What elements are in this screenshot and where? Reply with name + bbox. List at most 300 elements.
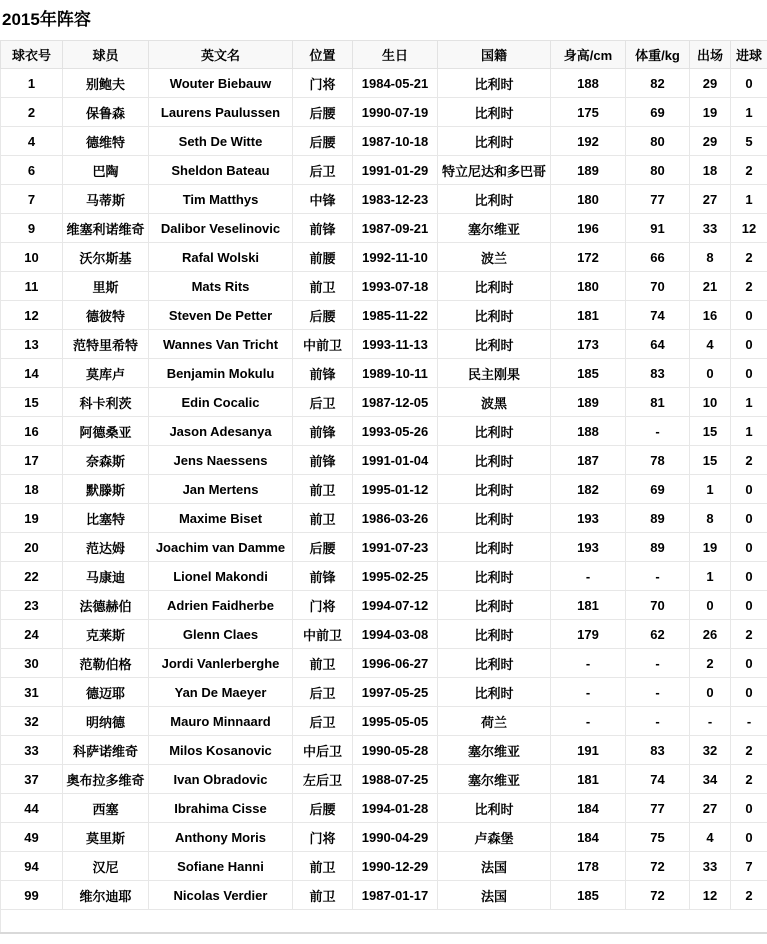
table-row bbox=[1, 794, 767, 823]
cell: Mats Rits bbox=[149, 272, 293, 301]
cell: Glenn Claes bbox=[149, 620, 293, 649]
cell: 1 bbox=[1, 69, 63, 98]
cell: 6 bbox=[1, 156, 63, 185]
table-row bbox=[1, 504, 767, 533]
cell: 1 bbox=[731, 185, 767, 214]
cell: 74 bbox=[626, 301, 690, 330]
cell: 默滕斯 bbox=[63, 475, 149, 504]
cell: 比利时 bbox=[438, 620, 551, 649]
cell: 33 bbox=[690, 214, 731, 243]
cell: 1 bbox=[690, 475, 731, 504]
cell: Adrien Faidherbe bbox=[149, 591, 293, 620]
cell: 门将 bbox=[293, 823, 353, 852]
cell: 94 bbox=[1, 852, 63, 881]
cell: 80 bbox=[626, 127, 690, 156]
cell: 1995-01-12 bbox=[353, 475, 438, 504]
table-row bbox=[1, 417, 767, 446]
cell: 中锋 bbox=[293, 185, 353, 214]
cell: Wouter Biebauw bbox=[149, 69, 293, 98]
cell: 16 bbox=[1, 417, 63, 446]
cell: 卢森堡 bbox=[438, 823, 551, 852]
cell: 15 bbox=[690, 446, 731, 475]
cell: 后腰 bbox=[293, 533, 353, 562]
cell: Ibrahima Cisse bbox=[149, 794, 293, 823]
cell: 前卫 bbox=[293, 475, 353, 504]
cell: 184 bbox=[551, 794, 626, 823]
cell: 30 bbox=[1, 649, 63, 678]
cell: 0 bbox=[731, 504, 767, 533]
cell: 0 bbox=[731, 475, 767, 504]
cell: 比利时 bbox=[438, 678, 551, 707]
cell: 8 bbox=[690, 504, 731, 533]
cell: 187 bbox=[551, 446, 626, 475]
cell: 比利时 bbox=[438, 649, 551, 678]
cell: 前锋 bbox=[293, 562, 353, 591]
cell: 83 bbox=[626, 736, 690, 765]
cell: 2 bbox=[731, 736, 767, 765]
cell: 德维特 bbox=[63, 127, 149, 156]
cell: Ivan Obradovic bbox=[149, 765, 293, 794]
cell: 13 bbox=[1, 330, 63, 359]
column-header: 身高/cm bbox=[551, 41, 626, 69]
cell: Jordi Vanlerberghe bbox=[149, 649, 293, 678]
cell: 12 bbox=[731, 214, 767, 243]
cell: 德迈耶 bbox=[63, 678, 149, 707]
cell: 1 bbox=[731, 417, 767, 446]
cell: 1987-10-18 bbox=[353, 127, 438, 156]
cell: 别鲍夫 bbox=[63, 69, 149, 98]
cell: 12 bbox=[1, 301, 63, 330]
cell: 1987-12-05 bbox=[353, 388, 438, 417]
cell: 前卫 bbox=[293, 504, 353, 533]
cell: Jens Naessens bbox=[149, 446, 293, 475]
cell: 0 bbox=[731, 794, 767, 823]
cell: 比利时 bbox=[438, 504, 551, 533]
cell: 188 bbox=[551, 417, 626, 446]
cell: 7 bbox=[731, 852, 767, 881]
table-row bbox=[1, 591, 767, 620]
cell: 17 bbox=[1, 446, 63, 475]
cell: 后腰 bbox=[293, 794, 353, 823]
cell: Benjamin Mokulu bbox=[149, 359, 293, 388]
cell: Seth De Witte bbox=[149, 127, 293, 156]
cell: 19 bbox=[1, 504, 63, 533]
cell: 奈森斯 bbox=[63, 446, 149, 475]
cell: 1 bbox=[690, 562, 731, 591]
cell: 75 bbox=[626, 823, 690, 852]
cell: - bbox=[626, 417, 690, 446]
cell: 91 bbox=[626, 214, 690, 243]
cell: 比利时 bbox=[438, 794, 551, 823]
cell: 比利时 bbox=[438, 591, 551, 620]
cell: Sheldon Bateau bbox=[149, 156, 293, 185]
cell: 89 bbox=[626, 533, 690, 562]
cell: 比利时 bbox=[438, 98, 551, 127]
cell: 66 bbox=[626, 243, 690, 272]
cell: 4 bbox=[690, 330, 731, 359]
cell: 1997-05-25 bbox=[353, 678, 438, 707]
cell: 181 bbox=[551, 301, 626, 330]
cell: Joachim van Damme bbox=[149, 533, 293, 562]
cell: 汉尼 bbox=[63, 852, 149, 881]
cell: 德彼特 bbox=[63, 301, 149, 330]
cell: 里斯 bbox=[63, 272, 149, 301]
cell: - bbox=[626, 649, 690, 678]
cell: 29 bbox=[690, 127, 731, 156]
cell: 80 bbox=[626, 156, 690, 185]
cell: 193 bbox=[551, 533, 626, 562]
cell: 前卫 bbox=[293, 881, 353, 910]
cell: 180 bbox=[551, 272, 626, 301]
cell: 1994-01-28 bbox=[353, 794, 438, 823]
cell: 法德赫伯 bbox=[63, 591, 149, 620]
cell: 比利时 bbox=[438, 185, 551, 214]
cell: 70 bbox=[626, 272, 690, 301]
cell: 明纳德 bbox=[63, 707, 149, 736]
cell: 前锋 bbox=[293, 214, 353, 243]
cell: 7 bbox=[1, 185, 63, 214]
cell: - bbox=[626, 562, 690, 591]
table-row bbox=[1, 185, 767, 214]
cell: 29 bbox=[690, 69, 731, 98]
cell: 前锋 bbox=[293, 417, 353, 446]
cell: 173 bbox=[551, 330, 626, 359]
cell: 后腰 bbox=[293, 127, 353, 156]
cell: 左后卫 bbox=[293, 765, 353, 794]
cell: 克莱斯 bbox=[63, 620, 149, 649]
cell: 1991-01-29 bbox=[353, 156, 438, 185]
cell: - bbox=[626, 678, 690, 707]
cell: 0 bbox=[731, 591, 767, 620]
cell: Steven De Petter bbox=[149, 301, 293, 330]
cell: 181 bbox=[551, 591, 626, 620]
table-row bbox=[1, 562, 767, 591]
cell: 27 bbox=[690, 185, 731, 214]
cell: 192 bbox=[551, 127, 626, 156]
cell: 西塞 bbox=[63, 794, 149, 823]
table-body bbox=[1, 69, 767, 910]
table-row bbox=[1, 736, 767, 765]
page-title: 2015年阵容 bbox=[2, 10, 91, 29]
column-header: 球衣号 bbox=[1, 41, 63, 69]
cell: 0 bbox=[731, 823, 767, 852]
table-row bbox=[1, 243, 767, 272]
cell: 180 bbox=[551, 185, 626, 214]
cell: 0 bbox=[731, 533, 767, 562]
cell: 阿德桑亚 bbox=[63, 417, 149, 446]
cell: - bbox=[690, 707, 731, 736]
cell: 保鲁森 bbox=[63, 98, 149, 127]
cell: 33 bbox=[1, 736, 63, 765]
cell: 49 bbox=[1, 823, 63, 852]
cell: 182 bbox=[551, 475, 626, 504]
cell: 5 bbox=[731, 127, 767, 156]
cell: 1993-07-18 bbox=[353, 272, 438, 301]
cell: 18 bbox=[1, 475, 63, 504]
cell: 比利时 bbox=[438, 562, 551, 591]
header-row bbox=[1, 41, 767, 69]
cell: 1995-05-05 bbox=[353, 707, 438, 736]
cell: 塞尔维亚 bbox=[438, 214, 551, 243]
cell: 26 bbox=[690, 620, 731, 649]
cell: 后腰 bbox=[293, 98, 353, 127]
cell: 沃尔斯基 bbox=[63, 243, 149, 272]
cell: 1993-05-26 bbox=[353, 417, 438, 446]
cell: Tim Matthys bbox=[149, 185, 293, 214]
cell: Lionel Makondi bbox=[149, 562, 293, 591]
cell: 1990-05-28 bbox=[353, 736, 438, 765]
cell: 21 bbox=[690, 272, 731, 301]
cell: 12 bbox=[690, 881, 731, 910]
cell: 10 bbox=[1, 243, 63, 272]
cell: 19 bbox=[690, 98, 731, 127]
cell: 比利时 bbox=[438, 446, 551, 475]
cell: 19 bbox=[690, 533, 731, 562]
cell: 175 bbox=[551, 98, 626, 127]
cell: 69 bbox=[626, 98, 690, 127]
table-row bbox=[1, 388, 767, 417]
cell: 9 bbox=[1, 214, 63, 243]
cell: 0 bbox=[731, 649, 767, 678]
cell: 69 bbox=[626, 475, 690, 504]
cell: 科卡利茨 bbox=[63, 388, 149, 417]
cell: 189 bbox=[551, 388, 626, 417]
table-row bbox=[1, 881, 767, 910]
table-row bbox=[1, 330, 767, 359]
cell: 0 bbox=[731, 678, 767, 707]
cell: 193 bbox=[551, 504, 626, 533]
cell: 1989-10-11 bbox=[353, 359, 438, 388]
cell: 法国 bbox=[438, 852, 551, 881]
table-row bbox=[1, 98, 767, 127]
cell: 27 bbox=[690, 794, 731, 823]
cell: 中前卫 bbox=[293, 330, 353, 359]
cell: 后卫 bbox=[293, 707, 353, 736]
cell: 1990-04-29 bbox=[353, 823, 438, 852]
cell: Jason Adesanya bbox=[149, 417, 293, 446]
column-header: 体重/kg bbox=[626, 41, 690, 69]
cell: 1993-11-13 bbox=[353, 330, 438, 359]
cell: 1983-12-23 bbox=[353, 185, 438, 214]
cell: 1995-02-25 bbox=[353, 562, 438, 591]
table-header bbox=[1, 41, 767, 69]
table-row bbox=[1, 852, 767, 881]
cell: 1996-06-27 bbox=[353, 649, 438, 678]
cell: Yan De Maeyer bbox=[149, 678, 293, 707]
cell: 24 bbox=[1, 620, 63, 649]
cell: 后卫 bbox=[293, 678, 353, 707]
cell: 2 bbox=[731, 446, 767, 475]
cell: 179 bbox=[551, 620, 626, 649]
cell: 民主刚果 bbox=[438, 359, 551, 388]
cell: Laurens Paulussen bbox=[149, 98, 293, 127]
cell: 0 bbox=[731, 562, 767, 591]
cell: 1 bbox=[731, 98, 767, 127]
cell: 波兰 bbox=[438, 243, 551, 272]
cell: 门将 bbox=[293, 69, 353, 98]
cell: 64 bbox=[626, 330, 690, 359]
cell: 32 bbox=[1, 707, 63, 736]
table-row bbox=[1, 69, 767, 98]
cell: 89 bbox=[626, 504, 690, 533]
cell: 维塞利诺维奇 bbox=[63, 214, 149, 243]
table-row bbox=[1, 359, 767, 388]
column-header: 位置 bbox=[293, 41, 353, 69]
cell: 法国 bbox=[438, 881, 551, 910]
cell: 范达姆 bbox=[63, 533, 149, 562]
cell: - bbox=[551, 649, 626, 678]
cell: 178 bbox=[551, 852, 626, 881]
cell: 72 bbox=[626, 881, 690, 910]
cell: 2 bbox=[731, 243, 767, 272]
empty-cell bbox=[1, 910, 767, 934]
cell: 0 bbox=[731, 330, 767, 359]
cell: 99 bbox=[1, 881, 63, 910]
table-footer bbox=[1, 910, 767, 934]
cell: 比利时 bbox=[438, 301, 551, 330]
cell: - bbox=[551, 562, 626, 591]
cell: 0 bbox=[731, 69, 767, 98]
cell: 范特里希特 bbox=[63, 330, 149, 359]
cell: 0 bbox=[731, 359, 767, 388]
cell: 62 bbox=[626, 620, 690, 649]
cell: 2 bbox=[731, 272, 767, 301]
cell: 172 bbox=[551, 243, 626, 272]
cell: 1985-11-22 bbox=[353, 301, 438, 330]
cell: 比塞特 bbox=[63, 504, 149, 533]
column-header: 英文名 bbox=[149, 41, 293, 69]
cell: 14 bbox=[1, 359, 63, 388]
table-row bbox=[1, 214, 767, 243]
cell: 1987-09-21 bbox=[353, 214, 438, 243]
cell: 18 bbox=[690, 156, 731, 185]
table-row bbox=[1, 765, 767, 794]
cell: 维尔迪耶 bbox=[63, 881, 149, 910]
cell: 1990-12-29 bbox=[353, 852, 438, 881]
cell: Jan Mertens bbox=[149, 475, 293, 504]
cell: 32 bbox=[690, 736, 731, 765]
cell: 后卫 bbox=[293, 388, 353, 417]
cell: 前卫 bbox=[293, 649, 353, 678]
cell: Milos Kosanovic bbox=[149, 736, 293, 765]
cell: 184 bbox=[551, 823, 626, 852]
cell: 1986-03-26 bbox=[353, 504, 438, 533]
cell: 72 bbox=[626, 852, 690, 881]
cell: 范勒伯格 bbox=[63, 649, 149, 678]
empty-row bbox=[1, 910, 767, 934]
cell: 1987-01-17 bbox=[353, 881, 438, 910]
cell: 马康迪 bbox=[63, 562, 149, 591]
cell: 后腰 bbox=[293, 301, 353, 330]
cell: - bbox=[551, 707, 626, 736]
cell: Rafal Wolski bbox=[149, 243, 293, 272]
cell: 0 bbox=[690, 359, 731, 388]
table-row bbox=[1, 823, 767, 852]
cell: 塞尔维亚 bbox=[438, 765, 551, 794]
cell: 中后卫 bbox=[293, 736, 353, 765]
cell: 189 bbox=[551, 156, 626, 185]
cell: - bbox=[551, 678, 626, 707]
table-row bbox=[1, 533, 767, 562]
table-row bbox=[1, 156, 767, 185]
table-row bbox=[1, 620, 767, 649]
table-row bbox=[1, 127, 767, 156]
cell: Mauro Minnaard bbox=[149, 707, 293, 736]
cell: 前卫 bbox=[293, 272, 353, 301]
cell: 34 bbox=[690, 765, 731, 794]
cell: 0 bbox=[690, 678, 731, 707]
cell: 波黑 bbox=[438, 388, 551, 417]
cell: 82 bbox=[626, 69, 690, 98]
cell: Anthony Moris bbox=[149, 823, 293, 852]
cell: 奥布拉多维奇 bbox=[63, 765, 149, 794]
cell: 比利时 bbox=[438, 272, 551, 301]
table-row bbox=[1, 301, 767, 330]
squad-table bbox=[0, 40, 767, 934]
cell: 8 bbox=[690, 243, 731, 272]
cell: 15 bbox=[690, 417, 731, 446]
cell: - bbox=[626, 707, 690, 736]
column-header: 进球 bbox=[731, 41, 767, 69]
cell: - bbox=[731, 707, 767, 736]
cell: 16 bbox=[690, 301, 731, 330]
cell: 2 bbox=[731, 156, 767, 185]
cell: 荷兰 bbox=[438, 707, 551, 736]
cell: 前锋 bbox=[293, 359, 353, 388]
cell: 0 bbox=[731, 301, 767, 330]
cell: 科萨诺维奇 bbox=[63, 736, 149, 765]
cell: 比利时 bbox=[438, 69, 551, 98]
cell: Maxime Biset bbox=[149, 504, 293, 533]
cell: 44 bbox=[1, 794, 63, 823]
cell: 1990-07-19 bbox=[353, 98, 438, 127]
cell: 2 bbox=[731, 881, 767, 910]
cell: 81 bbox=[626, 388, 690, 417]
cell: 78 bbox=[626, 446, 690, 475]
cell: 2 bbox=[731, 620, 767, 649]
table-row bbox=[1, 475, 767, 504]
cell: 188 bbox=[551, 69, 626, 98]
cell: 196 bbox=[551, 214, 626, 243]
cell: 前腰 bbox=[293, 243, 353, 272]
cell: 33 bbox=[690, 852, 731, 881]
table-row bbox=[1, 272, 767, 301]
cell: 比利时 bbox=[438, 127, 551, 156]
cell: 0 bbox=[690, 591, 731, 620]
cell: 莫库卢 bbox=[63, 359, 149, 388]
cell: 1991-01-04 bbox=[353, 446, 438, 475]
cell: 2 bbox=[731, 765, 767, 794]
cell: 37 bbox=[1, 765, 63, 794]
column-header: 球员 bbox=[63, 41, 149, 69]
cell: 比利时 bbox=[438, 330, 551, 359]
cell: 1994-03-08 bbox=[353, 620, 438, 649]
column-header: 出场 bbox=[690, 41, 731, 69]
cell: 185 bbox=[551, 881, 626, 910]
table-row bbox=[1, 446, 767, 475]
cell: 前卫 bbox=[293, 852, 353, 881]
cell: 巴陶 bbox=[63, 156, 149, 185]
cell: Wannes Van Tricht bbox=[149, 330, 293, 359]
cell: 中前卫 bbox=[293, 620, 353, 649]
table-row bbox=[1, 678, 767, 707]
cell: 191 bbox=[551, 736, 626, 765]
cell: Edin Cocalic bbox=[149, 388, 293, 417]
cell: 31 bbox=[1, 678, 63, 707]
cell: 4 bbox=[690, 823, 731, 852]
cell: 后卫 bbox=[293, 156, 353, 185]
cell: 70 bbox=[626, 591, 690, 620]
